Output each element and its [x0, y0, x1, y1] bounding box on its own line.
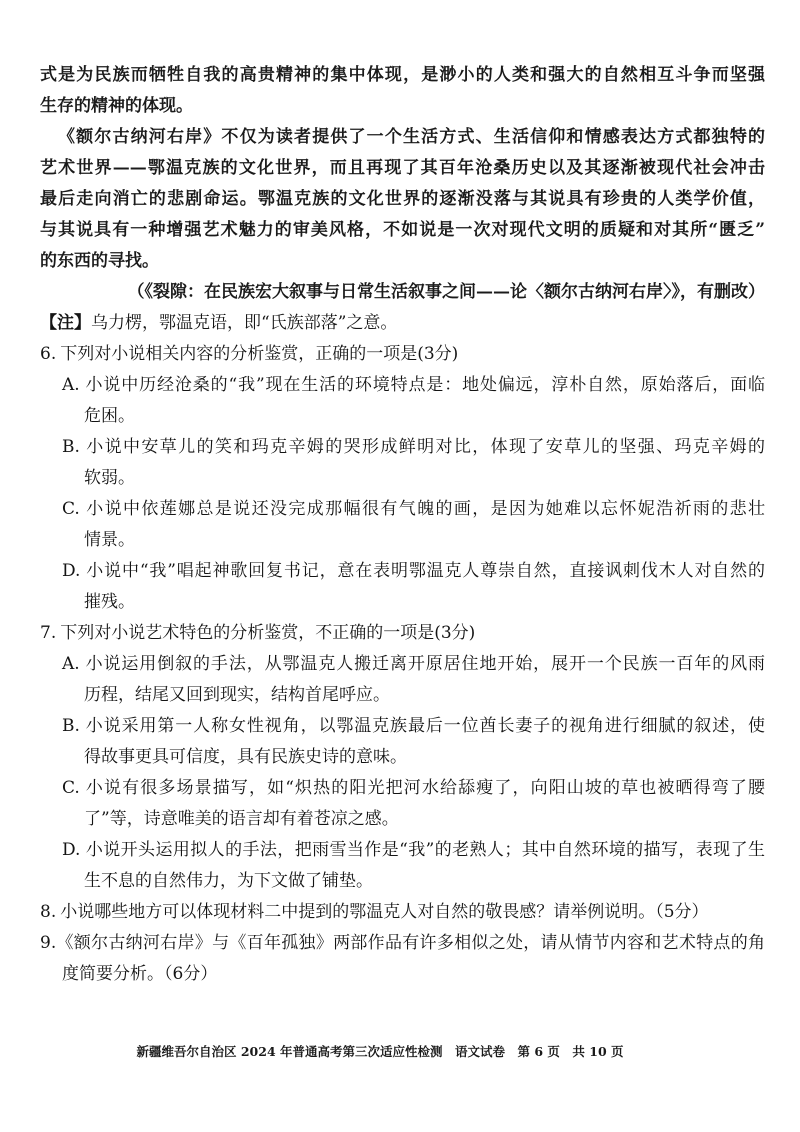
passage-p1-line-1: 式是为民族而牺牲自我的高贵精神的集中体现，是渺小的人类和强大的自然相互斗争而坚强 [40, 65, 765, 85]
question-9-stem-line-1 [40, 928, 765, 959]
passage-p2-line-5: 的东西的寻找。 [40, 251, 159, 271]
question-6-text: 下列对小说相关内容的分析鉴赏，正确的一项是(3分) [60, 344, 459, 364]
question-8-stem [40, 897, 765, 928]
question-6-number: 6. [40, 344, 57, 364]
q7-option-d-line-2: 生不息的自然伟力，为下文做了铺垫。 [84, 871, 373, 891]
passage-p1-line-2: 生存的精神的体现。 [40, 96, 193, 116]
question-7-text: 下列对小说艺术特色的分析鉴赏，不正确的一项是(3分) [60, 623, 476, 643]
q6-option-c-text: 小说中依莲娜总是说还没完成那幅很有气魄的画，是因为她难以忘怀妮浩祈雨的悲壮 [84, 499, 765, 519]
note-text: 乌力楞，鄂温克语，即“氏族部落”之意。 [91, 313, 398, 333]
q7-option-d-line-1 [40, 835, 765, 866]
question-8-number: 8. [40, 902, 57, 922]
q6-option-d-line-1 [40, 556, 765, 587]
q7-option-c-label: C. [62, 778, 80, 798]
q7-option-a-line-1 [40, 649, 765, 680]
q6-option-a-label: A. [62, 375, 80, 395]
passage-p2-line-3: 最后走向消亡的悲剧命运。鄂温克族的文化世界的逐渐没落与其说具有珍贵的人类学价值， [40, 189, 765, 209]
question-9-text: 《额尔古纳河右岸》与《百年孤独》两部作品有许多相似之处，请从情节内容和艺术特点的角 [56, 933, 765, 953]
question-7-number: 7. [40, 623, 57, 643]
question-8-text: 小说哪些地方可以体现材料二中提到的鄂温克人对自然的敬畏感？请举例说明。（5分） [60, 902, 709, 922]
q6-option-a-line-1 [40, 370, 765, 401]
note-label: 【注】 [40, 313, 91, 333]
q6-option-b-line-1 [40, 432, 765, 463]
q7-option-c-text: 小说有很多场景描写，如“炽热的阳光把河水给舔瘦了，向阳山坡的草也被晒得弯了腰 [84, 778, 765, 798]
q6-option-c-line-2: 情景。 [84, 530, 135, 550]
q6-option-b-text: 小说中安草儿的笑和玛克辛姆的哭形成鲜明对比，体现了安草儿的坚强、玛克辛姆的 [84, 437, 765, 457]
passage-source: （《裂隙：在民族宏大叙事与日常生活叙事之间——论〈额尔古纳河右岸〉》，有删改） [127, 282, 765, 302]
passage-p2-line-1: 《额尔古纳河右岸》不仅为读者提供了一个生活方式、生活信仰和情感表达方式都独特的 [58, 127, 765, 147]
q6-option-d-line-2: 摧残。 [84, 592, 135, 612]
q7-option-b-line-1 [40, 711, 765, 742]
passage-p2-line-4: 与其说具有一种增强艺术魅力的审美风格，不如说是一次对现代文明的质疑和对其所“匮乏” [40, 220, 765, 240]
q6-option-c-label: C. [62, 499, 80, 519]
q7-option-a-line-2: 历程，结尾又回到现实，结构首尾呼应。 [84, 685, 390, 705]
q7-option-a-label: A. [62, 654, 80, 674]
q7-option-b-line-2: 得故事更具可信度，具有民族史诗的意味。 [84, 747, 407, 767]
q7-option-d-label: D. [62, 840, 81, 860]
question-7-stem [40, 618, 765, 649]
page-footer: 新疆维吾尔自治区 2024 年普通高考第三次适应性检测 语文试卷 第 6 页 共 10 页 [136, 1044, 624, 1059]
q7-option-b-label: B. [62, 716, 80, 736]
q7-option-a-text: 小说运用倒叙的手法，从鄂温克人搬迁离开原居住地开始，展开一个民族一百年的风雨 [84, 654, 765, 674]
q7-option-c-line-2: 了”等，诗意唯美的语言却有着苍凉之感。 [84, 809, 399, 829]
q6-option-b-label: B. [62, 437, 80, 457]
q6-option-c-line-1 [40, 494, 765, 525]
question-9-stem-line-2: 度简要分析。（6分） [62, 964, 218, 984]
passage-note [40, 308, 765, 339]
q7-option-d-text: 小说开头运用拟人的手法，把雨雪当作是“我”的老熟人；其中自然环境的描写，表现了生 [85, 840, 765, 860]
q6-option-a-line-2: 危困。 [84, 406, 135, 426]
question-9-number: 9. [40, 933, 57, 953]
q7-option-b-text: 小说采用第一人称女性视角，以鄂温克族最后一位酋长妻子的视角进行细腻的叙述，使 [84, 716, 765, 736]
q6-option-d-text: 小说中“我”唱起神歌回复书记，意在表明鄂温克人尊崇自然，直接讽刺伐木人对自然的 [85, 561, 765, 581]
passage-p2-line-2: 艺术世界——鄂温克族的文化世界，而且再现了其百年沧桑历史以及其逐渐被现代社会冲击 [40, 158, 765, 178]
question-6-stem [40, 339, 765, 370]
q6-option-d-label: D. [62, 561, 81, 581]
q6-option-b-line-2: 软弱。 [84, 468, 135, 488]
q6-option-a-text: 小说中历经沧桑的“我”现在生活的环境特点是：地处偏远，淳朴自然，原始落后，面临 [84, 375, 765, 395]
q7-option-c-line-1 [40, 773, 765, 804]
page-content [40, 60, 765, 990]
